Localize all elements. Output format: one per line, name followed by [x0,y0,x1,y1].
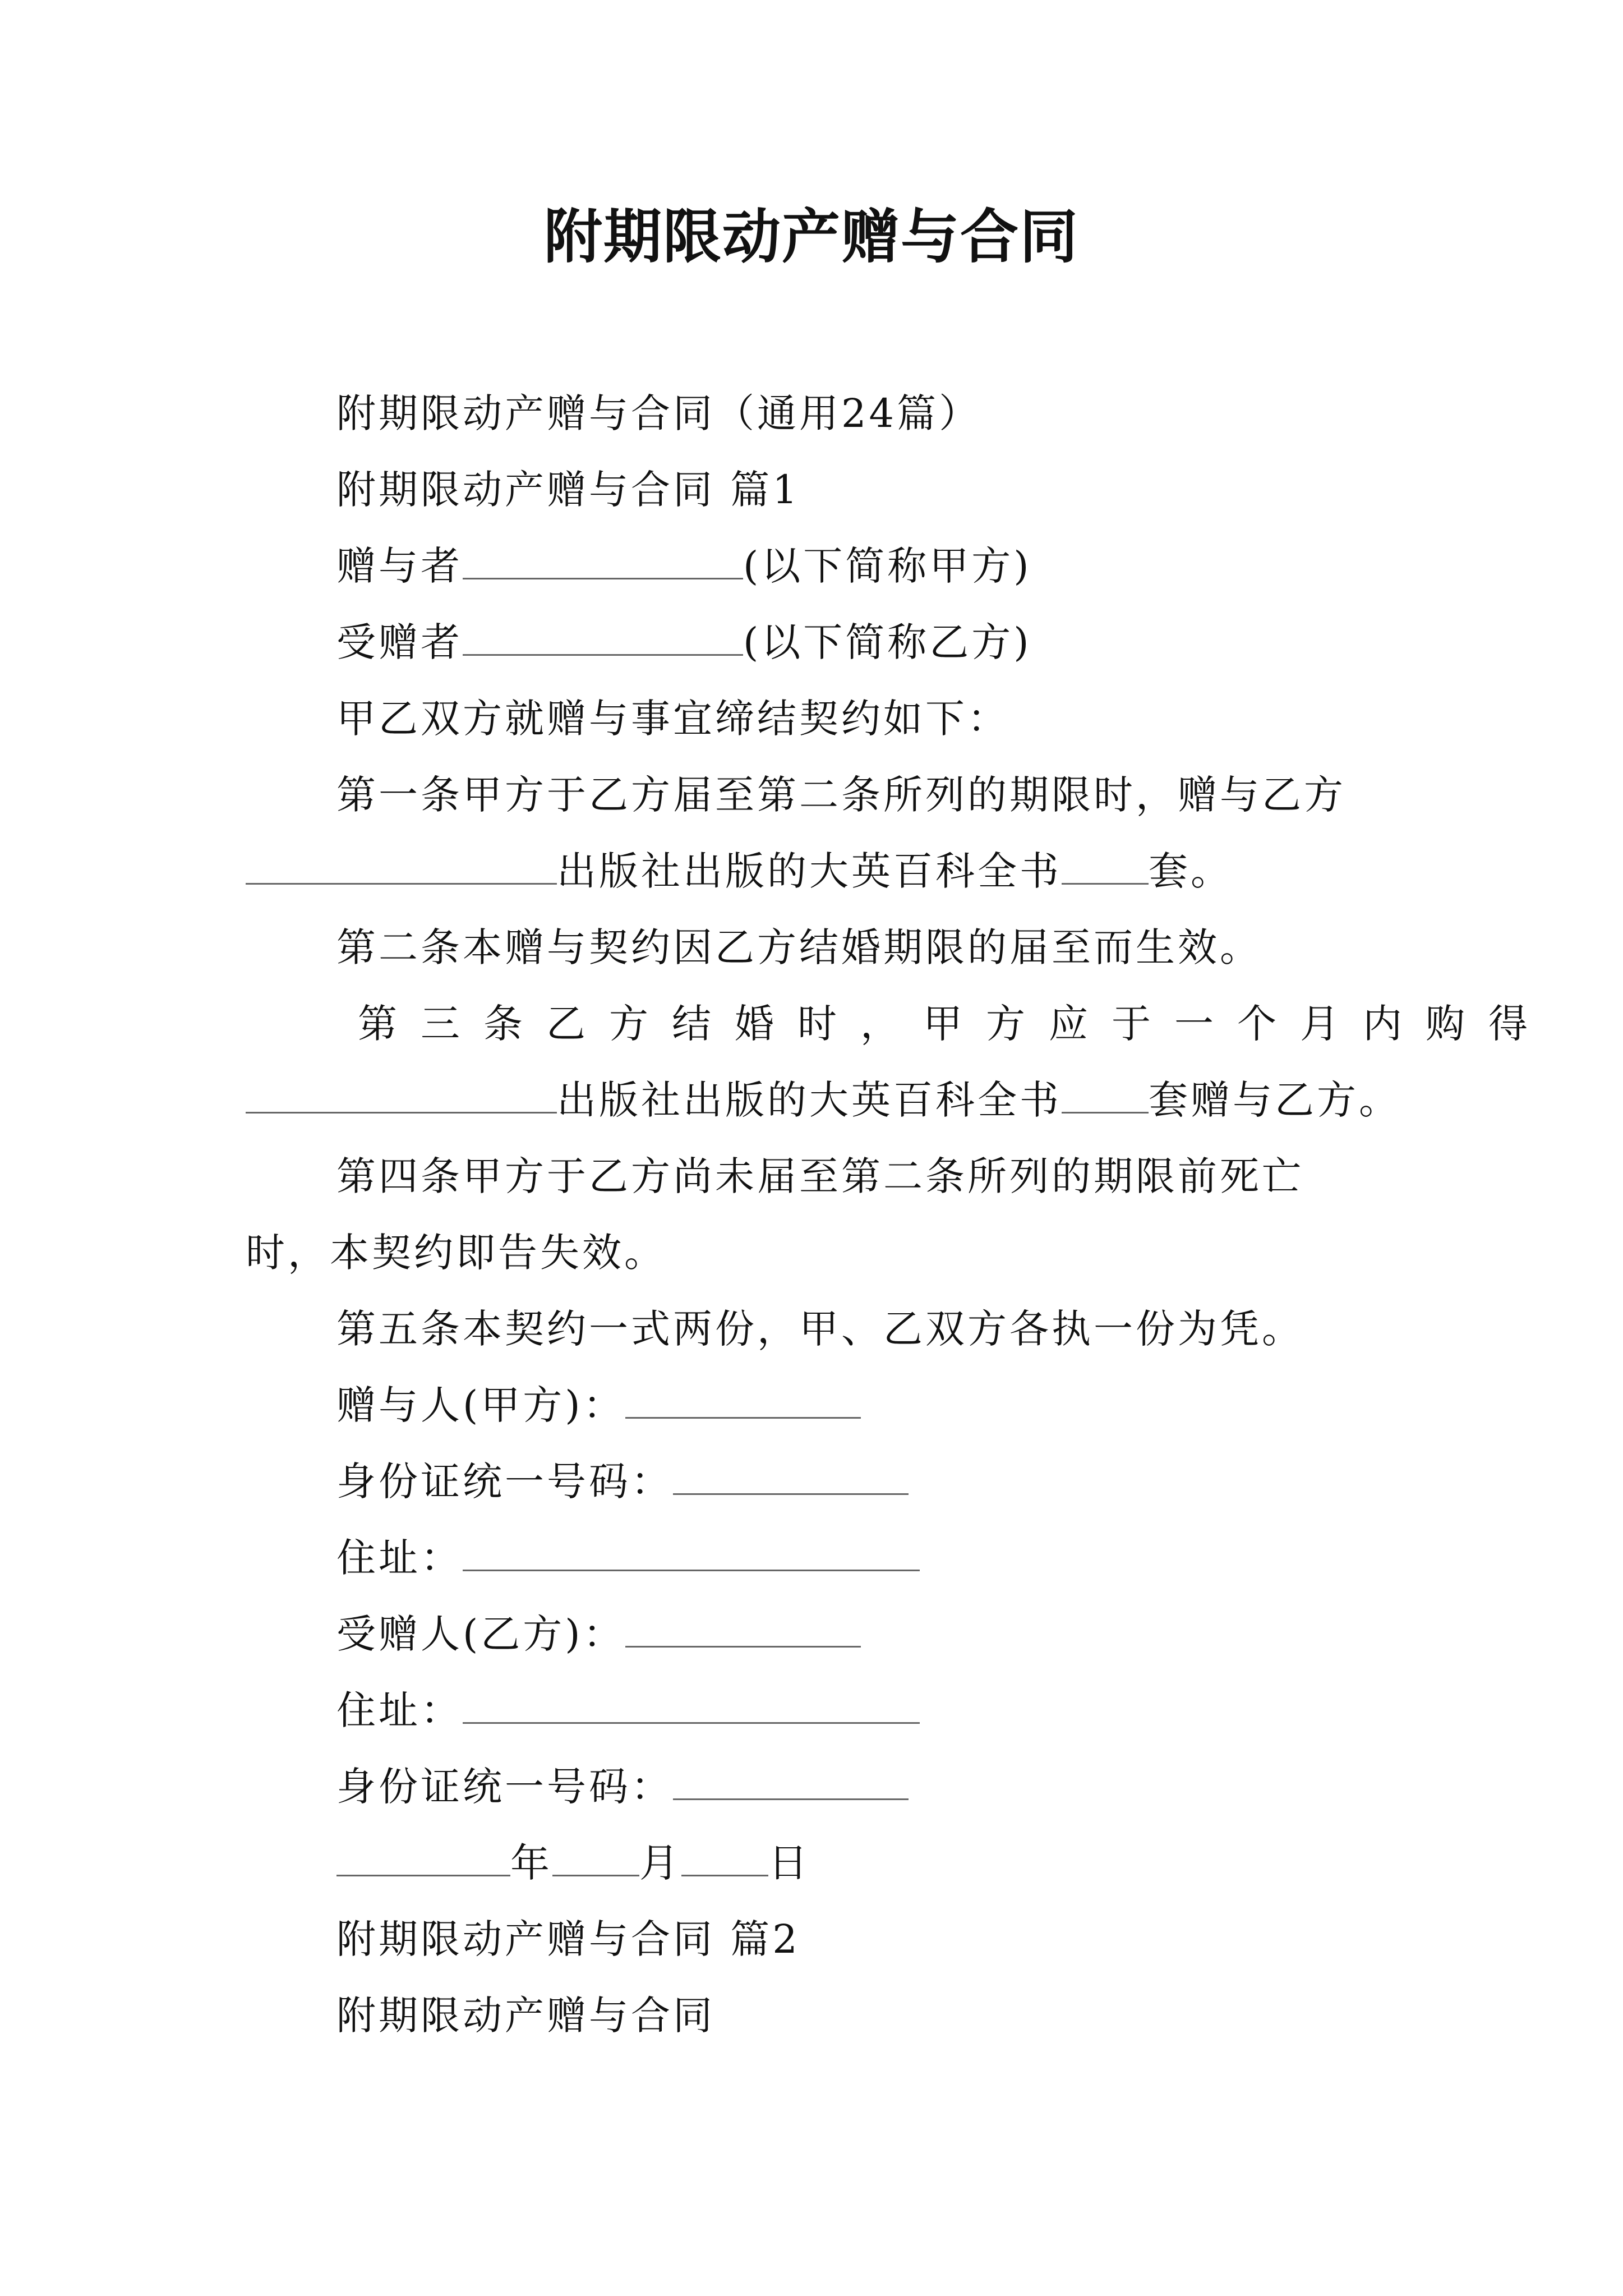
article5: 第五条本契约一式两份，甲、乙双方各执一份为凭。 [336,1306,1304,1352]
address-label-2: 住址： [336,1687,463,1733]
donor-suffix: (以下简称甲方) [743,543,1032,589]
id-label-2: 身份证统一号码： [336,1764,673,1810]
donor-signature-line [336,1377,861,1433]
donee-blank [463,620,743,656]
address-blank-1 [463,1536,920,1571]
article1-line2-end: 套。 [1149,848,1233,894]
donor-blank [463,544,743,579]
id-blank-2 [673,1765,909,1800]
article3-line2 [246,1072,1401,1128]
date-month: 月 [639,1840,681,1886]
article1-line1: 第一条甲方于乙方届至第二条所列的期限时，赠与乙方 [336,772,1346,818]
address-line-2 [336,1682,920,1738]
donee-line [336,614,1032,670]
donor-sign-label: 赠与人(甲方)： [336,1382,625,1428]
article3-line2-end: 套赠与乙方。 [1149,1077,1401,1123]
id-label-1: 身份证统一号码： [336,1458,673,1504]
article4-line2: 时，本契约即告失效。 [246,1230,666,1276]
day-blank [681,1841,768,1876]
article1-publisher-blank [246,849,557,885]
donor-signature-blank [625,1383,861,1419]
section1-heading: 附期限动产赠与合同 篇1 [336,467,800,513]
article3-publisher-blank [246,1078,557,1114]
donee-prefix: 受赠者 [336,619,463,665]
article1-qty-blank [1062,849,1149,885]
article3-qty-blank [1062,1078,1149,1114]
donee-sign-label: 受赠人(乙方)： [336,1611,625,1657]
article3-line2-text: 出版社出版的大英百科全书 [557,1077,1062,1123]
article2: 第二条本赠与契约因乙方结婚期限的届至而生效。 [336,924,1262,970]
address-blank-2 [463,1688,920,1724]
section2-title: 附期限动产赠与合同 [336,1993,715,2039]
id-line-2 [336,1759,909,1815]
month-blank [552,1841,639,1876]
section2-heading: 附期限动产赠与合同 篇2 [336,1916,800,1962]
date-day: 日 [768,1840,810,1886]
agreement-intro: 甲乙双方就赠与事宜缔结契约如下： [336,696,1009,742]
year-blank [336,1841,510,1876]
donee-signature-line [336,1606,861,1662]
id-blank-1 [673,1460,909,1495]
article3-line1 [246,996,1551,1052]
date-line [336,1835,810,1891]
donee-signature-blank [625,1612,861,1648]
article3-line1-text: 第三条乙方结婚时，甲方应于一个月内购得 [358,1001,1551,1047]
date-year: 年 [510,1840,552,1886]
intro-line: 附期限动产赠与合同（通用24篇） [336,390,981,436]
donor-line [336,538,1032,594]
article1-line2-text: 出版社出版的大英百科全书 [557,848,1062,894]
donor-prefix: 赠与者 [336,543,463,589]
address-line-1 [336,1530,920,1586]
article4-line1: 第四条甲方于乙方尚未届至第二条所列的期限前死亡 [336,1153,1304,1199]
donee-suffix: (以下简称乙方) [743,619,1032,665]
article1-line2 [246,843,1233,899]
document-title: 附期限动产赠与合同 [543,203,1079,271]
id-line-1 [336,1453,909,1510]
address-label-1: 住址： [336,1535,463,1581]
